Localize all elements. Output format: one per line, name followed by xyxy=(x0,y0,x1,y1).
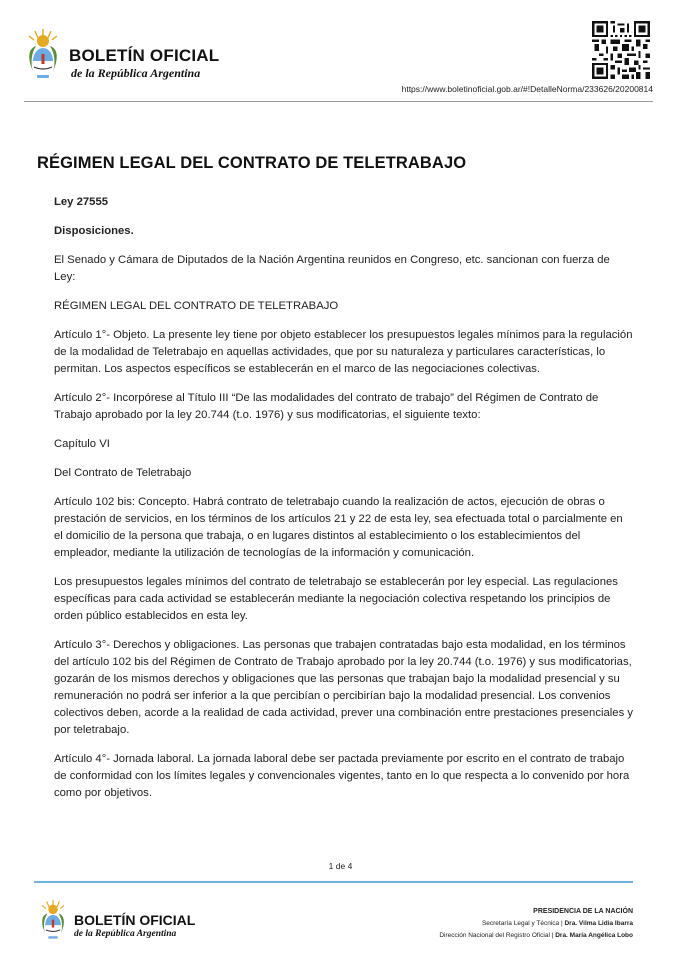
paragraph-regime-heading: RÉGIMEN LEGAL DEL CONTRATO DE TELETRABAJO xyxy=(54,300,339,312)
argentina-coat-of-arms-icon xyxy=(24,27,62,87)
law-number: Ley 27555 xyxy=(54,196,109,208)
document-body xyxy=(54,194,634,814)
footer-subtitle: de la República Argentina xyxy=(74,929,177,939)
document-title: RÉGIMEN LEGAL DEL CONTRATO DE TELETRABAJO xyxy=(37,154,467,172)
footer-credits xyxy=(439,906,633,942)
paragraph-chapter-title: Del Contrato de Teletrabajo xyxy=(54,467,192,479)
section-heading: Disposiciones. xyxy=(54,225,134,237)
credit-line-1 xyxy=(439,918,633,930)
credit-separator-1: | xyxy=(560,920,563,927)
credit-separator-2: | xyxy=(551,932,554,939)
source-url[interactable]: https://www.boletinoficial.gob.ar/#!DetalleNorma/233626/20200814 xyxy=(401,84,653,94)
credit-name-1: Dra. Vilma Lidia Ibarra xyxy=(564,920,633,927)
header-subtitle: de la República Argentina xyxy=(71,66,201,80)
credit-office-1: Secretaría Legal y Técnica xyxy=(481,920,560,927)
paragraph-article-102-bis: Artículo 102 bis: Concepto. Habrá contrato de teletrabajo cuando la realización de actos, ejecución de obras o prestación de servicios, en los términos de los artículos 21 y 22 de esta ley, sea efectuada total o parcialmente en el domicilio de la persona que trabaja, o en lugares distintos al establecimiento o los establecimientos del empleador, mediante la utilización de tecnologías de la información y comunicación. xyxy=(54,496,623,559)
paragraph-minimum-requirements: Los presupuestos legales mínimos del contrato de teletrabajo se establecerán por ley especial. Las regulaciones específicas para cada actividad se establecerán mediante la negociación colectiva respetando los principios de orden público establecidos en esta ley. xyxy=(54,576,618,622)
paragraph-article-3: Artículo 3°- Derechos y obligaciones. Las personas que trabajen contratadas bajo esta modalidad, en los términos del artículo 102 bis del Régimen de Contrato de Trabajo aprobado por la ley 20.744 (t.o. 1976) y sus modificatorias, gozarán de los mismos derechos y obligaciones que las personas que trabajan bajo la modalidad presencial y su remuneración no podrá ser inferior a la que percibían o percibirían bajo la modalidad presencial. Los convenios colectivos deben, acorde a la realidad de cada actividad, prever una combinación entre prestaciones presenciales y por teletrabajo. xyxy=(54,639,633,736)
credit-office-2: Dirección Nacional del Registro Oficial xyxy=(439,932,550,939)
credit-name-2: Dra. María Angélica Lobo xyxy=(555,932,633,939)
footer-title: BOLETÍN OFICIAL xyxy=(74,912,196,928)
page-number: 1 de 4 xyxy=(328,861,353,871)
credit-line-2 xyxy=(439,930,633,942)
argentina-coat-of-arms-icon xyxy=(38,898,68,946)
header-title: BOLETÍN OFICIAL xyxy=(69,46,220,65)
paragraph-article-1: Artículo 1°- Objeto. La presente ley tiene por objeto establecer los presupuestos legales mínimos para la regulación de la modalidad de Teletrabajo en aquellas actividades, que por su naturaleza y particulares características, lo permitan. Los aspectos específicos se establecerán en el marco de las negociaciones colectivas. xyxy=(54,329,633,375)
paragraph-article-2: Artículo 2°- Incorpórese al Título III “De las modalidades del contrato de trabajo” del Régimen de Contrato de Trabajo aprobado por la ley 20.744 (t.o. 1976) y sus modificatorias, el siguiente texto: xyxy=(54,392,599,421)
header-divider xyxy=(24,101,653,102)
presidency-label: PRESIDENCIA DE LA NACIÓN xyxy=(533,908,633,915)
footer-divider xyxy=(34,881,633,883)
paragraph-article-4: Artículo 4°- Jornada laboral. La jornada laboral debe ser pactada previamente por escrito en el contrato de trabajo de conformidad con los límites legales y convencionales vigentes, tanto en lo que respecta a lo convenido por hora como por objetivos. xyxy=(54,753,630,799)
paragraph-enactment: El Senado y Cámara de Diputados de la Nación Argentina reunidos en Congreso, etc. sancionan con fuerza de Ley: xyxy=(54,254,610,283)
qr-code-icon[interactable] xyxy=(592,21,650,79)
paragraph-chapter: Capítulo VI xyxy=(54,438,110,450)
